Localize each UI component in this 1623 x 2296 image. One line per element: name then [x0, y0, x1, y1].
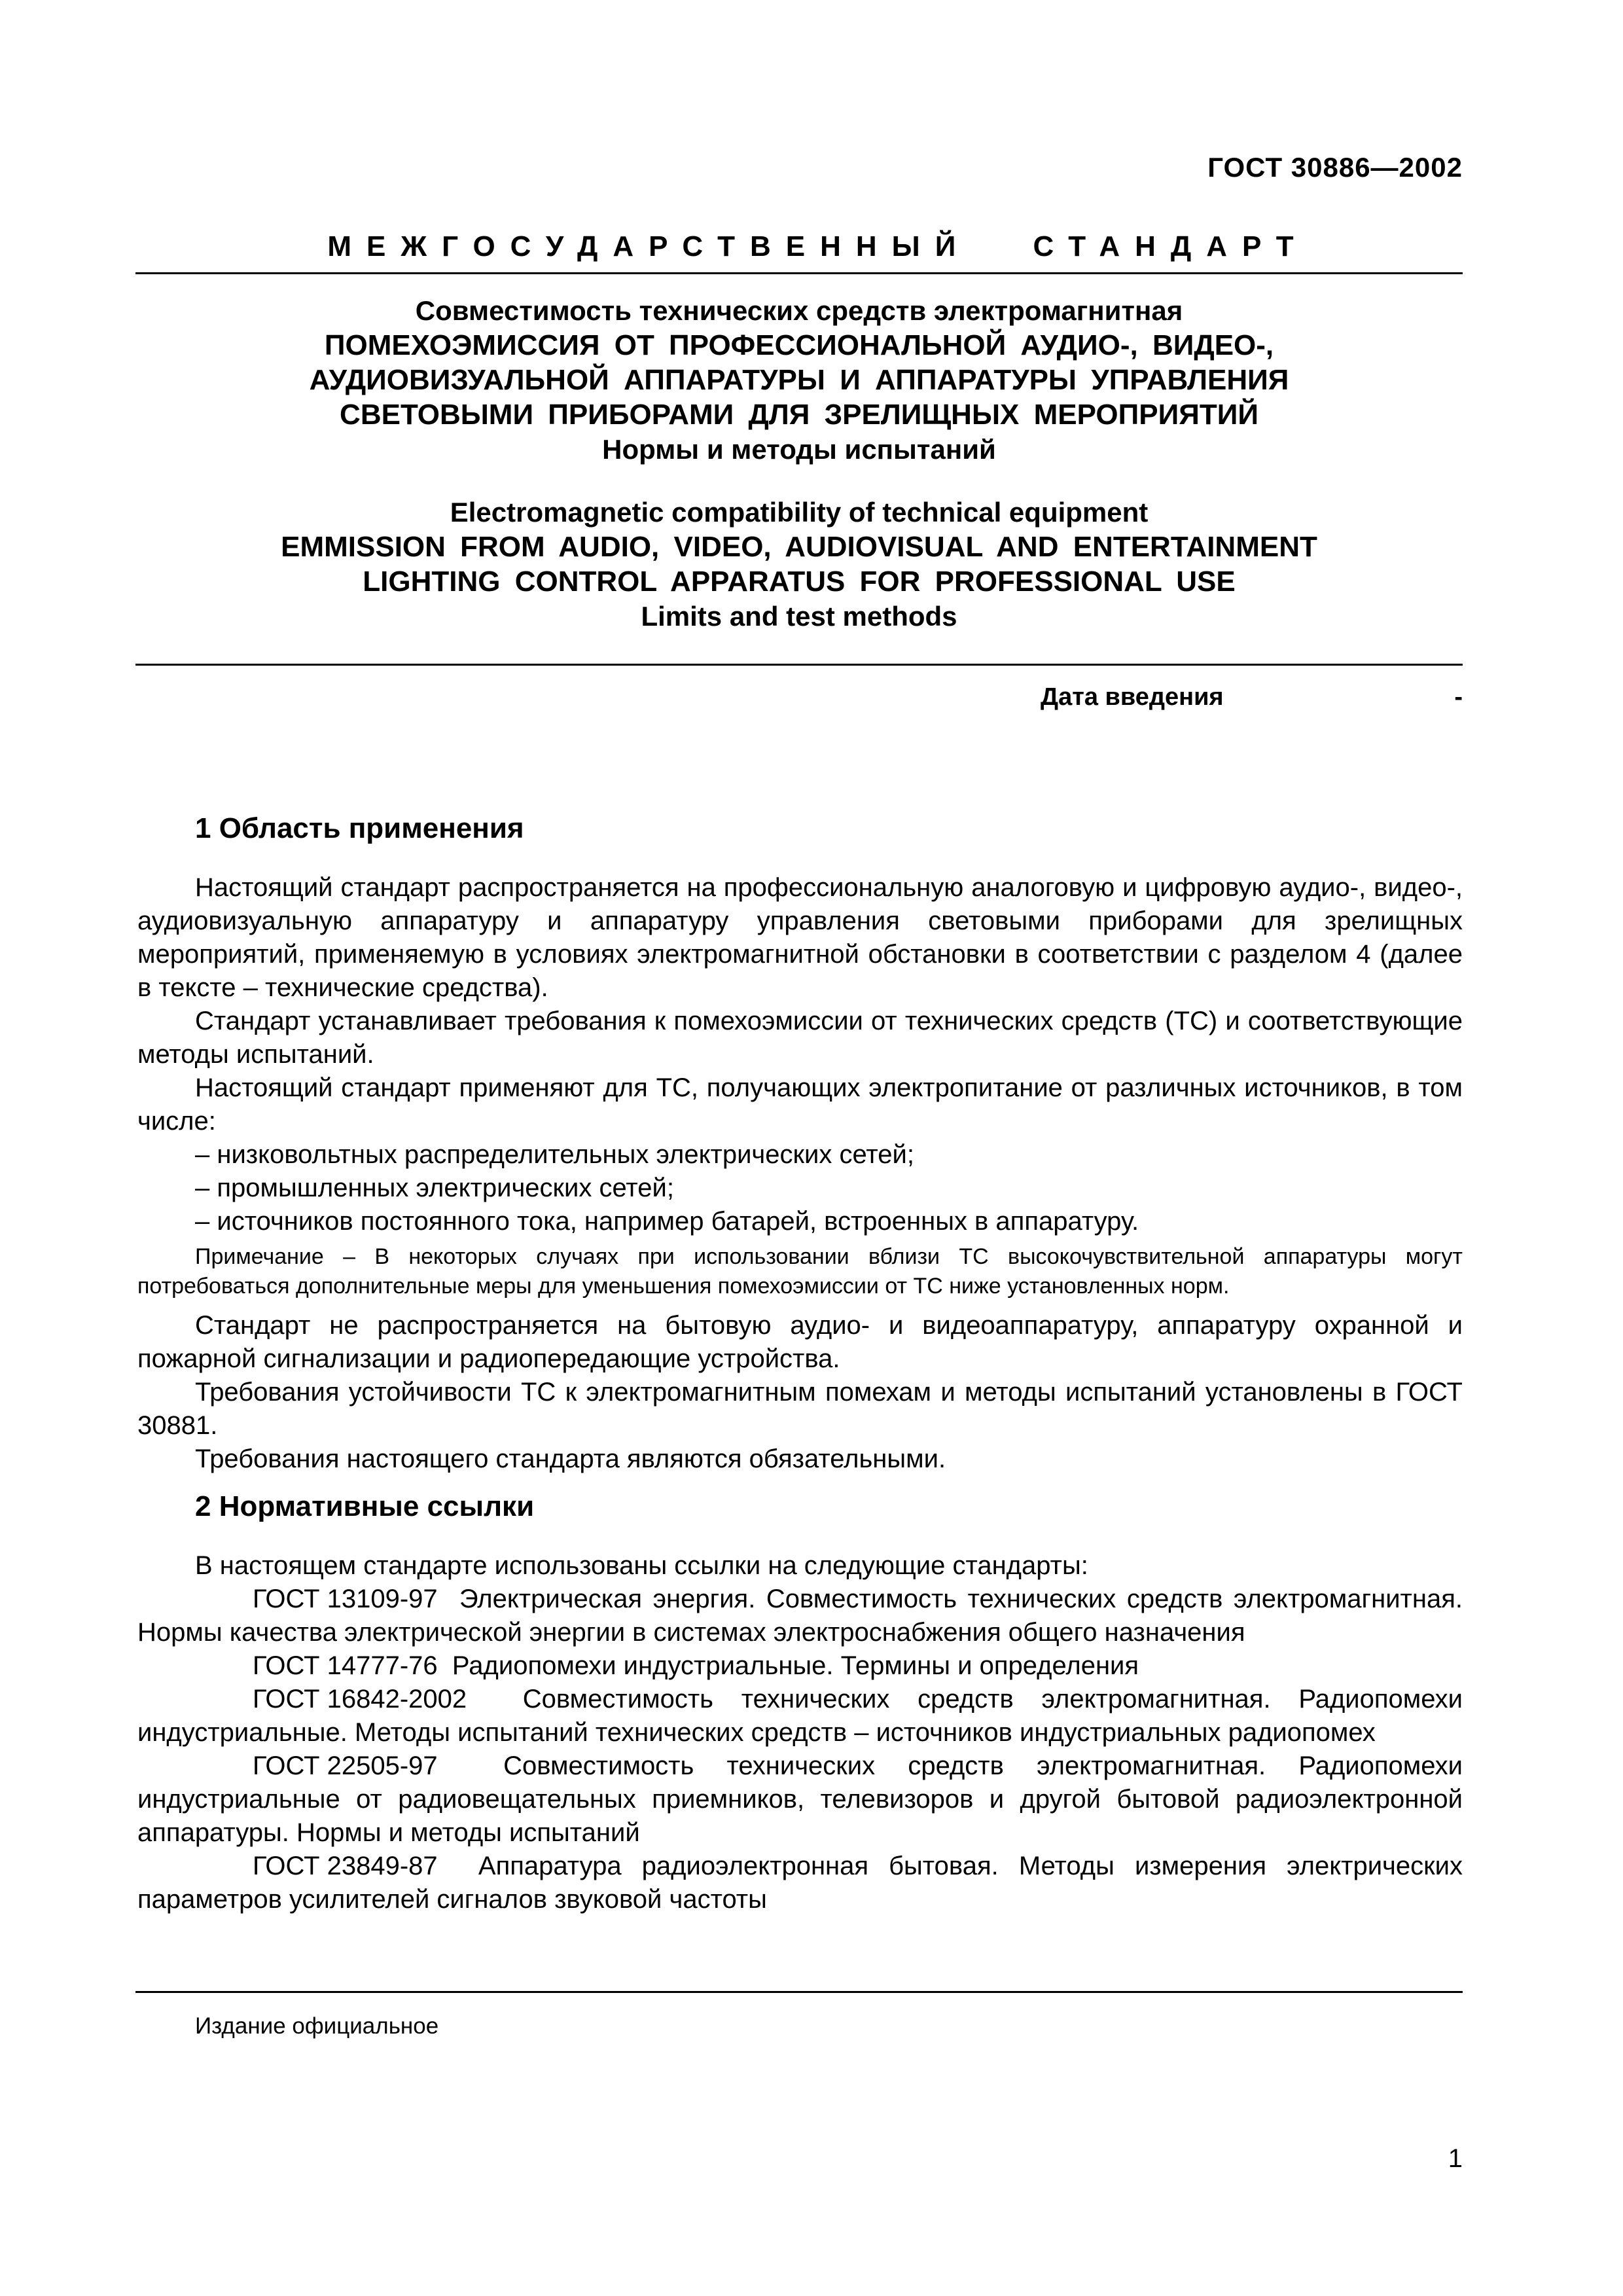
title-divider [135, 664, 1463, 666]
page-number: 1 [1448, 2144, 1463, 2173]
intro-date-label: Дата введения [1041, 683, 1224, 711]
section-normative-references [137, 1490, 1463, 1916]
paragraph: Настоящий стандарт применяют для ТС, получающих электропитание от различных источников, в том числе: [137, 1073, 1463, 1136]
title-english [135, 495, 1463, 634]
section-heading: 2 Нормативные ссылки [195, 1490, 535, 1522]
title-en-line4: Limits and test methods [641, 601, 957, 632]
reference-item [137, 1749, 1463, 1850]
title-ru-line5: Нормы и методы испытаний [602, 434, 996, 465]
title-russian [135, 293, 1463, 467]
reference-title: Совместимость технических средств электромагнитная. Радиопомехи индустриальные. Методы испытаний технических средств – источников индустриальных радиопомех [137, 1685, 1463, 1747]
reference-code: ГОСТ 13109-97 [253, 1585, 438, 1613]
reference-code: ГОСТ 14777-76 [253, 1651, 438, 1680]
list-item: – промышленных электрических сетей; [195, 1174, 674, 1202]
title-ru-line3: АУДИОВИЗУАЛЬНОЙ АППАРАТУРЫ И АППАРАТУРЫ УПРАВЛЕНИЯ [309, 364, 1289, 396]
reference-item [137, 1850, 1463, 1916]
reference-code: ГОСТ 22505-97 [253, 1751, 438, 1780]
title-en-line1: Electromagnetic compatibility of technical equipment [450, 497, 1149, 528]
title-en-line2: EMMISSION FROM AUDIO, VIDEO, AUDIOVISUAL AND ENTERTAINMENT [281, 531, 1317, 563]
reference-title: Аппаратура радиоэлектронная бытовая. Методы измерения электрических параметров усилителей сигналов звуковой частоты [137, 1852, 1463, 1914]
paragraph: Стандарт не распространяется на бытовую аудио- и видеоаппаратуру, аппаратуру охранной и пожарной сигнализации и радиопередающие устройства. [137, 1311, 1463, 1373]
gost-code: ГОСТ 30886—2002 [1207, 152, 1463, 183]
title-ru-line2: ПОМЕХОЭМИССИЯ ОТ ПРОФЕССИОНАЛЬНОЙ АУДИО-, ВИДЕО-, [324, 329, 1274, 361]
interstate-standard-heading: МЕЖГОСУДАРСТВЕННЫЙ СТАНДАРТ [327, 230, 1309, 262]
paragraph: В настоящем стандарте использованы ссылки на следующие стандарты: [195, 1551, 1088, 1580]
title-ru-line4: СВЕТОВЫМИ ПРИБОРАМИ ДЛЯ ЗРЕЛИЩНЫХ МЕРОПРИЯТИЙ [340, 399, 1258, 431]
reference-title: Электрическая энергия. Совместимость технических средств электромагнитная. Нормы качества электрической энергии в системах электроснабжения общего назначения [137, 1585, 1463, 1647]
reference-title: Радиопомехи индустриальные. Термины и определения [452, 1651, 1139, 1680]
reference-item [137, 1649, 1463, 1683]
footer-divider [135, 1991, 1463, 1993]
paragraph: Стандарт устанавливает требования к помехоэмиссии от технических средств (ТС) и соответствующие методы испытаний. [137, 1007, 1463, 1069]
intro-date-value: - [1454, 683, 1463, 711]
paragraph: Настоящий стандарт распространяется на профессиональную аналоговую и цифровую аудио-, видео-, аудиовизуальную аппаратуру и аппаратуру управления световыми приборами для зрелищных мероприятий, применяемую в условиях электромагнитной обстановки в соответствии с разделом 4 (далее в тексте – технические средства). [137, 873, 1463, 1002]
paragraph: Требования настоящего стандарта являются обязательными. [195, 1444, 946, 1473]
reference-code: ГОСТ 16842-2002 [253, 1685, 467, 1713]
reference-item [137, 1583, 1463, 1649]
reference-title: Совместимость технических средств электромагнитная. Радиопомехи индустриальные от радиовещательных приемников, телевизоров и другой бытовой радиоэлектронной аппаратуры. Нормы и методы испытаний [137, 1751, 1463, 1847]
paragraph: Требования устойчивости ТС к электромагнитным помехам и методы испытаний установлены в ГОСТ 30881. [137, 1378, 1463, 1440]
section-scope [137, 812, 1463, 1476]
title-ru-line1: Совместимость технических средств электромагнитная [415, 295, 1183, 326]
official-edition: Издание официальное [195, 2013, 439, 2039]
note: Примечание – В некоторых случаях при использовании вблизи ТС высокочувствительной аппаратуры могут потребоваться дополнительные меры для уменьшения помехоэмиссии от ТС ниже установленных норм. [137, 1244, 1463, 1299]
title-en-line3: LIGHTING CONTROL APPARATUS FOR PROFESSIONAL USE [363, 565, 1236, 598]
top-divider [135, 272, 1463, 274]
reference-code: ГОСТ 23849-87 [253, 1852, 438, 1880]
intro-date [1041, 683, 1463, 711]
list-item: – низковольтных распределительных электрических сетей; [195, 1140, 914, 1169]
section-heading: 1 Область применения [195, 812, 524, 844]
reference-item [137, 1683, 1463, 1749]
list-item: – источников постоянного тока, например батарей, встроенных в аппаратуру. [195, 1207, 1139, 1236]
